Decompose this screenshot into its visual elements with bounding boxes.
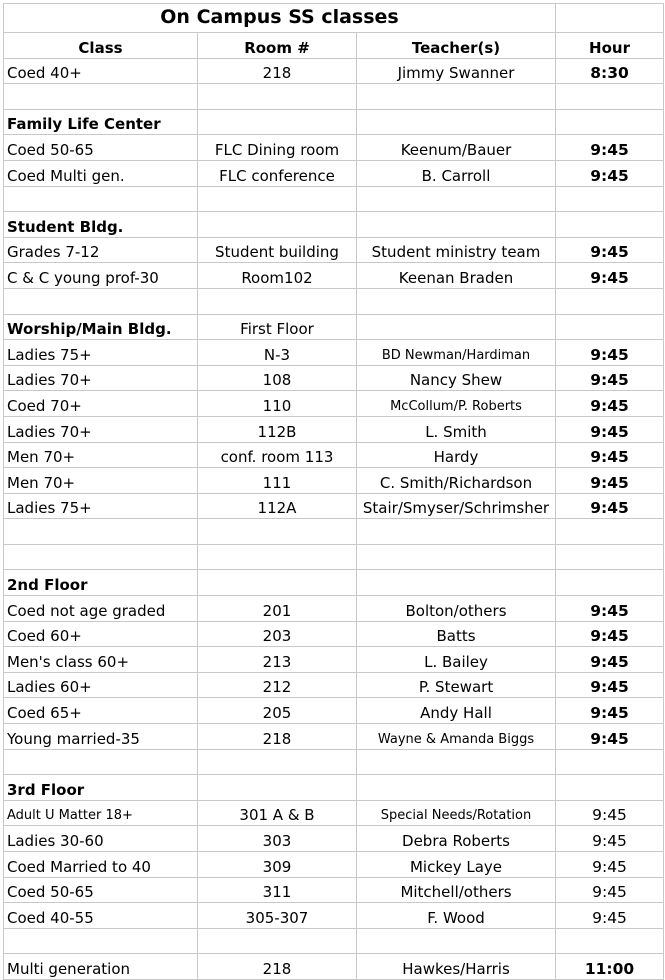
empty-cell	[198, 544, 357, 570]
room-cell: 110	[198, 391, 357, 417]
section-row	[4, 109, 664, 135]
empty-cell	[556, 314, 664, 340]
table-row	[4, 442, 664, 468]
teacher-cell: Bolton/others	[357, 596, 556, 622]
hour-cell: 9:45	[556, 493, 664, 519]
empty-cell	[556, 928, 664, 954]
empty-cell	[556, 186, 664, 212]
class-cell: Ladies 75+	[4, 340, 198, 366]
empty-cell	[357, 519, 556, 545]
hour-cell: 9:45	[556, 416, 664, 442]
teacher-cell: Debra Roberts	[357, 826, 556, 852]
room-cell: 111	[198, 468, 357, 494]
room-cell: 203	[198, 621, 357, 647]
class-cell: Coed not age graded	[4, 596, 198, 622]
class-cell: Ladies 30-60	[4, 826, 198, 852]
table-row	[4, 493, 664, 519]
page-title: On Campus SS classes	[4, 4, 556, 33]
section-heading: Family Life Center	[4, 109, 198, 135]
blank-row	[4, 749, 664, 775]
blank-row	[4, 84, 664, 110]
section-room-note: First Floor	[198, 314, 357, 340]
class-schedule-table	[3, 3, 664, 980]
teacher-cell: McCollum/P. Roberts	[357, 391, 556, 417]
teacher-cell: Keenum/Bauer	[357, 135, 556, 161]
hour-cell: 9:45	[556, 724, 664, 750]
class-cell: Coed 40-55	[4, 903, 198, 929]
room-cell: 218	[198, 58, 357, 84]
header-row	[4, 33, 664, 59]
class-cell: Multi generation	[4, 954, 198, 980]
hour-cell: 9:45	[556, 647, 664, 673]
table-row	[4, 672, 664, 698]
empty-cell	[4, 519, 198, 545]
empty-cell	[556, 544, 664, 570]
empty-cell	[198, 928, 357, 954]
table-row	[4, 468, 664, 494]
empty-cell	[556, 212, 664, 238]
header-class: Class	[4, 33, 198, 59]
blank-row	[4, 288, 664, 314]
class-cell: Ladies 70+	[4, 416, 198, 442]
class-cell: Adult U Matter 18+	[4, 800, 198, 826]
table-row	[4, 135, 664, 161]
blank-row	[4, 544, 664, 570]
table-row	[4, 800, 664, 826]
hour-cell: 9:45	[556, 621, 664, 647]
hour-cell: 9:45	[556, 237, 664, 263]
room-cell: FLC conference	[198, 160, 357, 186]
teacher-cell: BD Newman/Hardiman	[357, 340, 556, 366]
empty-cell	[556, 288, 664, 314]
class-cell: Ladies 60+	[4, 672, 198, 698]
room-cell: Student building	[198, 237, 357, 263]
room-cell: conf. room 113	[198, 442, 357, 468]
room-cell: 311	[198, 877, 357, 903]
empty-cell	[198, 288, 357, 314]
hour-cell: 9:45	[556, 391, 664, 417]
hour-cell: 9:45	[556, 903, 664, 929]
teacher-cell: P. Stewart	[357, 672, 556, 698]
empty-cell	[4, 288, 198, 314]
table-row	[4, 596, 664, 622]
title-empty-cell	[556, 4, 664, 33]
room-cell: 218	[198, 724, 357, 750]
class-cell: C & C young prof-30	[4, 263, 198, 289]
section-row	[4, 212, 664, 238]
empty-cell	[357, 749, 556, 775]
table-row	[4, 160, 664, 186]
table-row	[4, 647, 664, 673]
table-row	[4, 852, 664, 878]
table-row	[4, 954, 664, 980]
room-cell: 112B	[198, 416, 357, 442]
table-row	[4, 877, 664, 903]
hour-cell: 9:45	[556, 698, 664, 724]
room-cell: 218	[198, 954, 357, 980]
empty-cell	[357, 109, 556, 135]
empty-cell	[556, 109, 664, 135]
class-cell: Coed 60+	[4, 621, 198, 647]
teacher-cell: F. Wood	[357, 903, 556, 929]
teacher-cell: Andy Hall	[357, 698, 556, 724]
teacher-cell: Batts	[357, 621, 556, 647]
class-cell: Men's class 60+	[4, 647, 198, 673]
room-cell: 212	[198, 672, 357, 698]
teacher-cell: L. Smith	[357, 416, 556, 442]
class-cell: Ladies 70+	[4, 365, 198, 391]
class-cell: Coed 50-65	[4, 135, 198, 161]
teacher-cell: L. Bailey	[357, 647, 556, 673]
empty-cell	[357, 775, 556, 801]
teacher-cell: Special Needs/Rotation	[357, 800, 556, 826]
teacher-cell: Keenan Braden	[357, 263, 556, 289]
empty-cell	[357, 212, 556, 238]
class-cell: Men 70+	[4, 442, 198, 468]
empty-cell	[357, 928, 556, 954]
teacher-cell: Jimmy Swanner	[357, 58, 556, 84]
section-heading: 3rd Floor	[4, 775, 198, 801]
empty-cell	[4, 928, 198, 954]
section-room-note	[198, 775, 357, 801]
empty-cell	[4, 544, 198, 570]
class-cell: Coed Married to 40	[4, 852, 198, 878]
room-cell: 301 A & B	[198, 800, 357, 826]
hour-cell: 9:45	[556, 877, 664, 903]
hour-cell: 9:45	[556, 160, 664, 186]
table-row	[4, 698, 664, 724]
blank-row	[4, 928, 664, 954]
empty-cell	[4, 186, 198, 212]
section-heading: Student Bldg.	[4, 212, 198, 238]
hour-cell: 9:45	[556, 596, 664, 622]
teacher-cell: Nancy Shew	[357, 365, 556, 391]
room-cell: FLC Dining room	[198, 135, 357, 161]
hour-cell: 9:45	[556, 826, 664, 852]
section-heading: Worship/Main Bldg.	[4, 314, 198, 340]
class-cell: Young married-35	[4, 724, 198, 750]
room-cell: Room102	[198, 263, 357, 289]
empty-cell	[198, 519, 357, 545]
class-cell: Men 70+	[4, 468, 198, 494]
section-row	[4, 570, 664, 596]
teacher-cell: Hardy	[357, 442, 556, 468]
hour-cell: 9:45	[556, 672, 664, 698]
class-cell: Grades 7-12	[4, 237, 198, 263]
table-row	[4, 58, 664, 84]
room-cell: 108	[198, 365, 357, 391]
class-cell: Coed 70+	[4, 391, 198, 417]
class-cell: Coed 40+	[4, 58, 198, 84]
empty-cell	[556, 84, 664, 110]
class-cell: Ladies 75+	[4, 493, 198, 519]
teacher-cell: Mitchell/others	[357, 877, 556, 903]
hour-cell: 9:45	[556, 365, 664, 391]
table-row	[4, 237, 664, 263]
section-room-note	[198, 570, 357, 596]
table-row	[4, 391, 664, 417]
header-room: Room #	[198, 33, 357, 59]
empty-cell	[198, 749, 357, 775]
table-row	[4, 340, 664, 366]
hour-cell: 9:45	[556, 852, 664, 878]
table-row	[4, 263, 664, 289]
table-row	[4, 903, 664, 929]
room-cell: 205	[198, 698, 357, 724]
room-cell: 309	[198, 852, 357, 878]
table-row	[4, 365, 664, 391]
section-row	[4, 775, 664, 801]
hour-cell: 9:45	[556, 468, 664, 494]
empty-cell	[357, 314, 556, 340]
section-row	[4, 314, 664, 340]
hour-cell: 9:45	[556, 800, 664, 826]
teacher-cell: Hawkes/Harris	[357, 954, 556, 980]
empty-cell	[4, 749, 198, 775]
table-row	[4, 621, 664, 647]
empty-cell	[198, 186, 357, 212]
empty-cell	[4, 84, 198, 110]
hour-cell: 9:45	[556, 340, 664, 366]
header-teacher: Teacher(s)	[357, 33, 556, 59]
room-cell: 303	[198, 826, 357, 852]
room-cell: N-3	[198, 340, 357, 366]
table-row	[4, 416, 664, 442]
section-room-note	[198, 109, 357, 135]
teacher-cell: B. Carroll	[357, 160, 556, 186]
empty-cell	[556, 570, 664, 596]
empty-cell	[357, 288, 556, 314]
header-hour: Hour	[556, 33, 664, 59]
empty-cell	[357, 570, 556, 596]
hour-cell: 8:30	[556, 58, 664, 84]
hour-cell: 11:00	[556, 954, 664, 980]
hour-cell: 9:45	[556, 442, 664, 468]
room-cell: 305-307	[198, 903, 357, 929]
room-cell: 112A	[198, 493, 357, 519]
teacher-cell: C. Smith/Richardson	[357, 468, 556, 494]
empty-cell	[357, 544, 556, 570]
class-cell: Coed 65+	[4, 698, 198, 724]
empty-cell	[556, 775, 664, 801]
class-cell: Coed Multi gen.	[4, 160, 198, 186]
teacher-cell: Student ministry team	[357, 237, 556, 263]
teacher-cell: Stair/Smyser/Schrimsher	[357, 493, 556, 519]
teacher-cell: Mickey Laye	[357, 852, 556, 878]
empty-cell	[556, 749, 664, 775]
class-cell: Coed 50-65	[4, 877, 198, 903]
hour-cell: 9:45	[556, 263, 664, 289]
blank-row	[4, 519, 664, 545]
empty-cell	[357, 84, 556, 110]
hour-cell: 9:45	[556, 135, 664, 161]
empty-cell	[556, 519, 664, 545]
section-room-note	[198, 212, 357, 238]
empty-cell	[357, 186, 556, 212]
teacher-cell: Wayne & Amanda Biggs	[357, 724, 556, 750]
table-row	[4, 826, 664, 852]
table-row	[4, 724, 664, 750]
room-cell: 201	[198, 596, 357, 622]
empty-cell	[198, 84, 357, 110]
section-heading: 2nd Floor	[4, 570, 198, 596]
blank-row	[4, 186, 664, 212]
room-cell: 213	[198, 647, 357, 673]
